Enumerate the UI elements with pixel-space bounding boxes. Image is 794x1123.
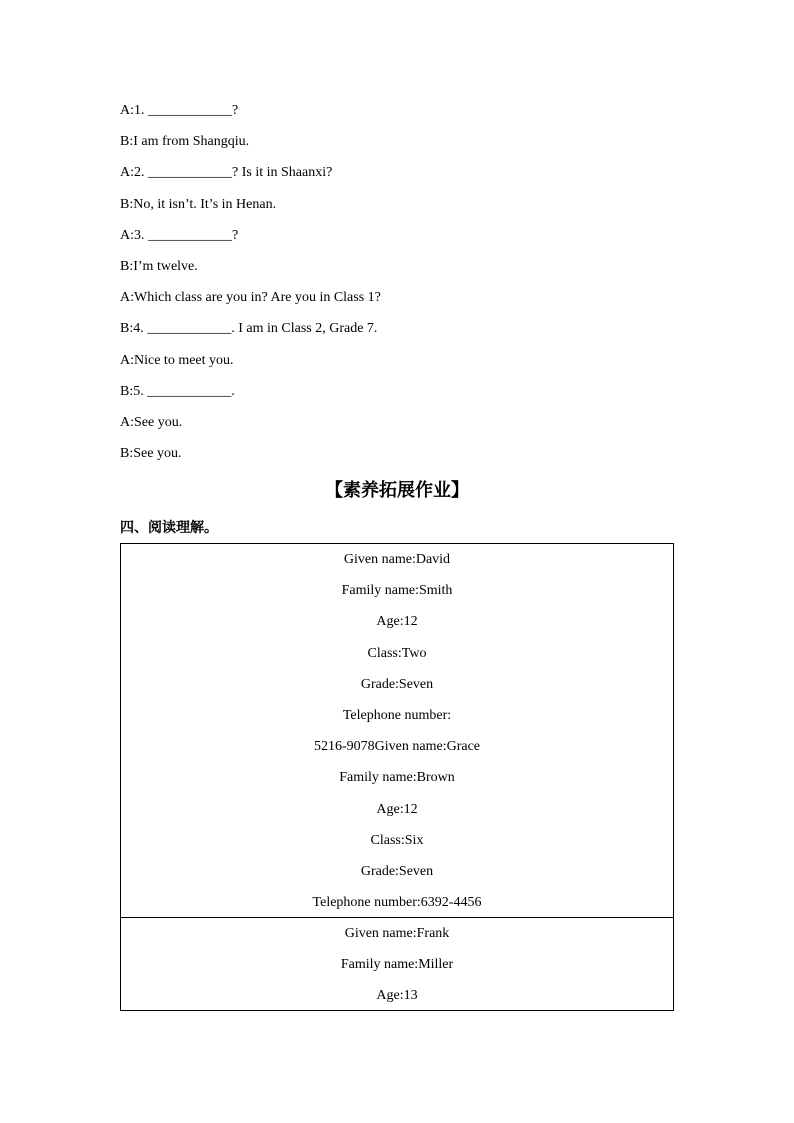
dialogue-line: A:Which class are you in? Are you in Class 1? <box>120 290 381 306</box>
dialogue-line: B:I’m twelve. <box>120 258 198 274</box>
cell-line: Telephone number: <box>342 707 452 723</box>
cell-line: Grade:Seven <box>360 676 434 692</box>
dialogue-line: A:2. ____________? Is it in Shaanxi? <box>120 165 333 181</box>
cell-line: Family name:Miller <box>340 957 454 973</box>
cell-line: Grade:Seven <box>360 863 434 879</box>
dialogue-line: A:Nice to meet you. <box>120 352 234 368</box>
dialogue-line: A:See you. <box>120 414 183 430</box>
cell-line: Class:Two <box>367 645 427 661</box>
cell-line: Age:13 <box>376 988 418 1004</box>
cell-line: Given name:Frank <box>344 926 450 942</box>
cell-line: Family name:Brown <box>339 770 455 786</box>
cell-line: Given name:David <box>343 552 451 567</box>
dialogue-line: B:4. ____________. I am in Class 2, Grade 7. <box>120 321 378 337</box>
cell-line: Family name:Smith <box>341 583 453 599</box>
cell-line: Age:12 <box>376 801 418 817</box>
cell-line: Telephone number:6392-4456 <box>312 895 482 911</box>
dialogue-line: A:1. ____________? <box>120 103 239 118</box>
cell-line: Age:12 <box>376 614 418 630</box>
info-table <box>120 543 674 1011</box>
section-title: 【素养拓展作业】 <box>325 480 469 501</box>
question-heading: 四、阅读理解。 <box>120 520 218 536</box>
dialogue-exercise <box>120 101 680 475</box>
cell-line: Class:Six <box>370 832 424 848</box>
dialogue-line: B:See you. <box>120 446 182 462</box>
dialogue-line: B:No, it isn’t. It’s in Henan. <box>120 196 277 212</box>
dialogue-line: A:3. ____________? <box>120 227 239 243</box>
table-cell <box>121 544 673 917</box>
cell-line: 5216-9078Given name:Grace <box>314 739 480 755</box>
dialogue-line: B:5. ____________. <box>120 383 235 399</box>
dialogue-line: B:I am from Shangqiu. <box>120 134 250 150</box>
table-cell <box>121 917 673 1010</box>
